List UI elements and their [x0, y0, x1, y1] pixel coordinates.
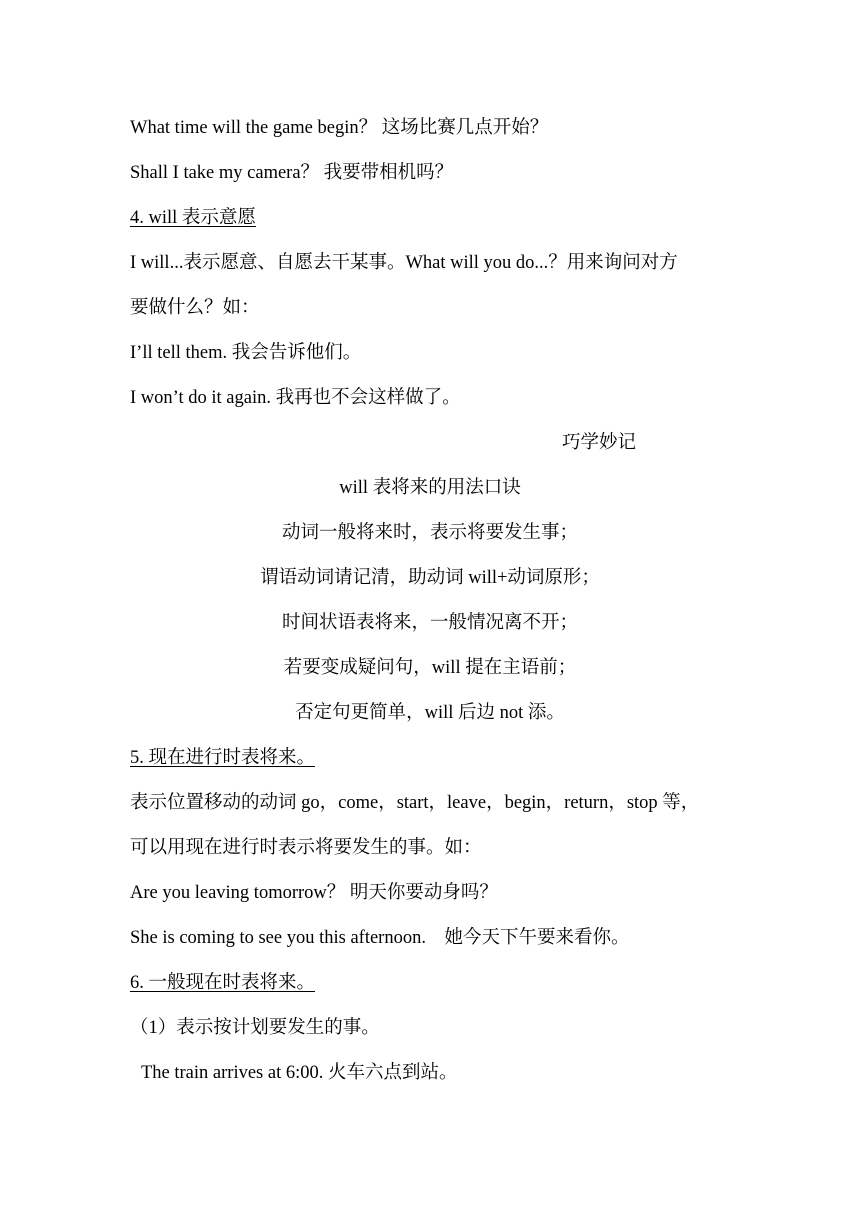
section-heading-6-text: 6. 一般现在时表将来。	[130, 973, 316, 993]
example-game-begin: What time will the game begin？ 这场比赛几点开始？	[130, 118, 549, 138]
example-train-arrives: The train arrives at 6:00. 火车六点到站。	[141, 1063, 458, 1083]
subpoint-1: （1）表示按计划要发生的事。	[130, 1018, 380, 1038]
paragraph-motion-line1: 表示位置移动的动词 go，come，start，leave，begin，return，stop 等，	[130, 793, 700, 813]
example-leaving-tomorrow: Are you leaving tomorrow？ 明天你要动身吗？	[130, 883, 498, 903]
example-wont-do-again: I won’t do it again. 我再也不会这样做了。	[130, 388, 461, 408]
section-heading-4-text: 4. will 表示意愿	[130, 208, 256, 228]
example-tell-them: I’ll tell them. 我会告诉他们。	[130, 343, 362, 363]
example-coming-afternoon: She is coming to see you this afternoon. 她今天下午要来看你。	[130, 928, 630, 948]
example-take-camera: Shall I take my camera？ 我要带相机吗？	[130, 163, 454, 183]
paragraph-will-line2: 要做什么？如：	[130, 298, 260, 318]
rhyme-title: will 表将来的用法口诀	[339, 478, 521, 498]
section-heading-5	[130, 746, 315, 770]
memo-title: 巧学妙记	[562, 433, 637, 453]
rhyme-line-2: 谓语动词请记清，助动词 will+动词原形；	[260, 568, 600, 588]
rhyme-line-4: 若要变成疑问句，will 提在主语前；	[283, 658, 577, 678]
section-heading-4	[130, 206, 256, 230]
rhyme-line-5: 否定句更简单，will 后边 not 添。	[295, 703, 565, 723]
paragraph-will-line1: I will...表示愿意、自愿去干某事。What will you do...？用来询问对方	[130, 253, 678, 273]
section-heading-5-text: 5. 现在进行时表将来。	[130, 748, 316, 768]
paragraph-motion-line2: 可以用现在进行时表示将要发生的事。如：	[130, 838, 482, 858]
rhyme-line-1: 动词一般将来时，表示将要发生事；	[281, 523, 578, 543]
rhyme-line-3: 时间状语表将来，一般情况离不开；	[281, 613, 578, 633]
section-heading-6	[130, 971, 315, 995]
